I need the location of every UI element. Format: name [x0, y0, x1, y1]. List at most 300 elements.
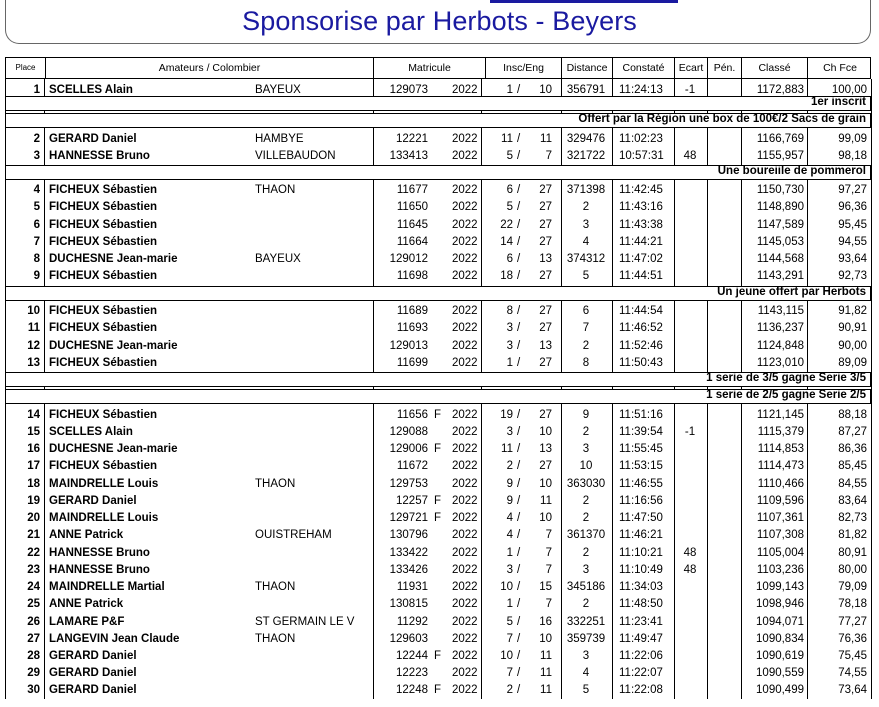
- cell-matricule: 12221: [396, 133, 428, 145]
- cell-matricule: 11677: [396, 184, 428, 196]
- cell-chfce: 74,55: [838, 667, 867, 679]
- table-row: [5, 596, 871, 613]
- cell-ecart: 48: [683, 150, 697, 162]
- cell-year: 2022: [452, 460, 478, 472]
- cell-flag: F: [434, 409, 442, 421]
- cell-ecart: -1: [684, 84, 696, 96]
- cell-year: 2022: [452, 529, 478, 541]
- cell-name: FICHEUX Sébastien: [49, 305, 157, 317]
- cell-time: 11:10:21: [619, 547, 663, 559]
- cell-distance: 2: [582, 547, 590, 559]
- cell-name: DUCHESNE Jean-marie: [49, 443, 178, 455]
- cell-eng: 16: [539, 616, 552, 628]
- cell-name: GERARD Daniel: [49, 133, 137, 145]
- section-banner: [5, 389, 871, 404]
- cell-eng: 10: [539, 633, 552, 645]
- cell-time: 11:44:54: [619, 305, 663, 317]
- cell-matricule: 12223: [396, 667, 428, 679]
- cell-insc: 7: [506, 667, 513, 679]
- cell-eng: 10: [539, 84, 552, 96]
- section-top-rule: [5, 372, 871, 373]
- cell-insc: 18: [500, 270, 513, 282]
- cell-slash: /: [517, 598, 521, 610]
- cell-eng: 7: [545, 150, 552, 162]
- cell-chfce: 90,00: [838, 340, 867, 352]
- section-label: Un jeune offert par Herbots: [717, 286, 866, 298]
- cell-place: 29: [27, 667, 40, 679]
- cell-insc: 11: [501, 443, 513, 455]
- cell-eng: 10: [539, 478, 552, 490]
- cell-time: 11:22:07: [619, 667, 663, 679]
- cell-year: 2022: [452, 616, 478, 628]
- cell-distance: 374312: [566, 253, 606, 265]
- cell-chfce: 89,09: [838, 357, 867, 369]
- cell-year: 2022: [452, 547, 478, 559]
- cell-classe: 1090,499: [756, 684, 804, 696]
- table-row: [5, 441, 871, 458]
- cell-slash: /: [517, 633, 521, 645]
- cell-classe: 1114,473: [757, 460, 804, 472]
- table-row: [5, 665, 871, 682]
- cell-distance: 3: [582, 443, 590, 455]
- header-classe: Classé: [742, 58, 808, 78]
- cell-insc: 19: [500, 409, 513, 421]
- cell-matricule: 11931: [396, 581, 428, 593]
- cell-chfce: 94,55: [838, 236, 867, 248]
- cell-place: 9: [33, 270, 40, 282]
- section-top-rule: [5, 165, 871, 166]
- cell-matricule: 129013: [389, 340, 428, 352]
- cell-time: 11:23:41: [619, 616, 663, 628]
- cell-place: 5: [33, 201, 40, 213]
- cell-distance: 4: [582, 667, 590, 679]
- cell-classe: 1145,053: [756, 236, 804, 248]
- cell-place: 7: [33, 236, 40, 248]
- page-title: Sponsorise par Herbots - Beyers: [242, 6, 637, 36]
- cell-time: 11:47:50: [619, 512, 663, 524]
- cell-distance: 5: [582, 684, 590, 696]
- cell-eng: 27: [539, 201, 552, 213]
- cell-distance: 321722: [566, 150, 606, 162]
- cell-insc: 5: [506, 201, 513, 213]
- cell-classe: 1090,559: [756, 667, 804, 679]
- cell-matricule: 12244: [396, 650, 428, 662]
- cell-eng: 7: [545, 547, 552, 559]
- cell-chfce: 91,82: [838, 305, 867, 317]
- cell-time: 11:50:43: [619, 357, 663, 369]
- cell-slash: /: [517, 184, 521, 196]
- cell-chfce: 93,64: [838, 253, 867, 265]
- cell-place: 12: [27, 340, 40, 352]
- cell-year: 2022: [452, 598, 478, 610]
- cell-slash: /: [517, 529, 521, 541]
- cell-year: 2022: [452, 409, 478, 421]
- cell-year: 2022: [452, 150, 478, 162]
- cell-name: SCELLES Alain: [49, 84, 133, 96]
- cell-name: GERARD Daniel: [49, 650, 137, 662]
- cell-matricule: 133426: [389, 564, 428, 576]
- cell-slash: /: [517, 650, 521, 662]
- cell-classe: 1148,890: [756, 201, 804, 213]
- cell-distance: 3: [582, 650, 590, 662]
- cell-eng: 27: [539, 305, 552, 317]
- cell-place: 26: [27, 616, 40, 628]
- cell-classe: 1143,115: [757, 305, 804, 317]
- cell-classe: 1090,619: [756, 650, 804, 662]
- cell-chfce: 79,09: [838, 581, 867, 593]
- cell-distance: 8: [582, 357, 590, 369]
- table-row: [5, 251, 871, 268]
- cell-ecart: 48: [683, 547, 697, 559]
- cell-flag: F: [434, 684, 442, 696]
- cell-matricule: 12248: [396, 684, 428, 696]
- cell-time: 11:44:51: [619, 270, 663, 282]
- table-row: [5, 458, 871, 475]
- cell-eng: 10: [539, 512, 552, 524]
- cell-chfce: 84,55: [838, 478, 867, 490]
- cell-insc: 1: [506, 547, 513, 559]
- cell-place: 17: [27, 460, 40, 472]
- cell-time: 11:46:55: [619, 478, 663, 490]
- cell-classe: 1099,143: [756, 581, 804, 593]
- cell-time: 11:53:15: [619, 460, 663, 472]
- cell-distance: 356791: [566, 84, 606, 96]
- table-row: [5, 199, 871, 216]
- cell-place: 30: [27, 684, 40, 696]
- cell-time: 11:42:45: [619, 184, 663, 196]
- cell-chfce: 85,45: [838, 460, 867, 472]
- cell-time: 11:22:06: [619, 650, 663, 662]
- cell-insc: 10: [500, 581, 513, 593]
- cell-year: 2022: [452, 495, 478, 507]
- cell-classe: 1147,589: [756, 219, 804, 231]
- cell-distance: 332251: [566, 616, 606, 628]
- cell-year: 2022: [452, 84, 478, 96]
- cell-distance: 359739: [566, 633, 606, 645]
- cell-matricule: 11292: [396, 616, 428, 628]
- cell-year: 2022: [452, 340, 478, 352]
- section-label: Offert par la Région une box de 100€/2 Sacs de grain: [578, 113, 866, 125]
- cell-name: FICHEUX Sébastien: [49, 357, 157, 369]
- table-row: [5, 493, 871, 510]
- cell-chfce: 98,18: [838, 150, 867, 162]
- cell-year: 2022: [452, 305, 478, 317]
- cell-distance: 345186: [566, 581, 606, 593]
- cell-name: FICHEUX Sébastien: [49, 219, 157, 231]
- cell-insc: 22: [500, 219, 513, 231]
- cell-distance: 10: [579, 460, 593, 472]
- cell-year: 2022: [452, 270, 478, 282]
- header-ecart: Ecart: [675, 58, 708, 78]
- cell-insc: 9: [506, 478, 513, 490]
- cell-distance: 371398: [566, 184, 606, 196]
- cell-classe: 1090,834: [756, 633, 804, 645]
- cell-insc: 1: [506, 84, 513, 96]
- table-row: [5, 545, 871, 562]
- cell-classe: 1123,010: [756, 357, 804, 369]
- cell-year: 2022: [452, 581, 478, 593]
- cell-matricule: 129073: [389, 84, 428, 96]
- table-row: [5, 407, 871, 424]
- cell-name: ANNE Patrick: [49, 529, 124, 541]
- cell-classe: 1103,236: [756, 564, 804, 576]
- cell-chfce: 88,18: [838, 409, 867, 421]
- cell-eng: 11: [540, 495, 552, 507]
- cell-slash: /: [517, 443, 521, 455]
- cell-year: 2022: [452, 633, 478, 645]
- cell-year: 2022: [452, 219, 478, 231]
- cell-chfce: 83,64: [838, 495, 867, 507]
- cell-slash: /: [517, 270, 521, 282]
- header-place: Place: [6, 58, 46, 78]
- cell-place: 13: [27, 357, 40, 369]
- header-insc: Insc/Eng: [486, 58, 562, 78]
- cell-slash: /: [517, 684, 521, 696]
- header-pen: Pén.: [708, 58, 742, 78]
- cell-city: OUISTREHAM: [255, 529, 332, 541]
- table-row: [5, 355, 871, 372]
- cell-insc: 2: [506, 460, 513, 472]
- cell-slash: /: [517, 409, 521, 421]
- header-amateur: Amateurs / Colombier: [46, 58, 374, 78]
- cell-eng: 15: [539, 581, 552, 593]
- cell-matricule: 133413: [389, 150, 428, 162]
- section-top-rule: [5, 113, 871, 114]
- cell-eng: 13: [539, 253, 552, 265]
- cell-classe: 1107,308: [756, 529, 804, 541]
- cell-chfce: 73,64: [838, 684, 867, 696]
- section-banner: [5, 165, 871, 180]
- cell-distance: 363030: [566, 478, 606, 490]
- cell-slash: /: [517, 667, 521, 679]
- cell-eng: 11: [540, 684, 552, 696]
- cell-insc: 3: [506, 426, 513, 438]
- cell-eng: 27: [539, 409, 552, 421]
- cell-time: 11:46:52: [619, 322, 663, 334]
- cell-classe: 1155,957: [756, 150, 804, 162]
- cell-slash: /: [517, 616, 521, 628]
- table-row: [5, 562, 871, 579]
- cell-insc: 3: [506, 322, 513, 334]
- cell-eng: 27: [539, 270, 552, 282]
- cell-slash: /: [517, 340, 521, 352]
- cell-classe: 1094,071: [756, 616, 804, 628]
- cell-name: FICHEUX Sébastien: [49, 409, 157, 421]
- cell-chfce: 100,00: [831, 84, 867, 96]
- cell-distance: 3: [582, 564, 590, 576]
- cell-classe: 1107,361: [756, 512, 804, 524]
- cell-place: 4: [33, 184, 40, 196]
- cell-slash: /: [517, 150, 521, 162]
- cell-ecart: 48: [683, 564, 697, 576]
- cell-time: 11:39:54: [619, 426, 663, 438]
- cell-slash: /: [517, 253, 521, 265]
- table-row: [5, 579, 871, 596]
- cell-matricule: 130815: [389, 598, 428, 610]
- cell-eng: 27: [539, 219, 552, 231]
- cell-year: 2022: [452, 201, 478, 213]
- cell-eng: 27: [539, 460, 552, 472]
- cell-ecart: -1: [684, 426, 696, 438]
- cell-place: 19: [27, 495, 40, 507]
- cell-name: MAINDRELLE Martial: [49, 581, 165, 593]
- section-top-rule: [5, 389, 871, 390]
- cell-slash: /: [517, 219, 521, 231]
- cell-time: 11:10:49: [619, 564, 663, 576]
- cell-matricule: 11650: [396, 201, 428, 213]
- cell-flag: F: [434, 495, 442, 507]
- cell-name: GERARD Daniel: [49, 495, 137, 507]
- cell-name: ANNE Patrick: [49, 598, 124, 610]
- cell-place: 3: [33, 150, 40, 162]
- cell-classe: 1114,853: [757, 443, 804, 455]
- cell-chfce: 76,36: [838, 633, 867, 645]
- cell-name: SCELLES Alain: [49, 426, 133, 438]
- cell-insc: 9: [506, 495, 513, 507]
- cell-time: 11:49:47: [619, 633, 663, 645]
- cell-year: 2022: [452, 426, 478, 438]
- table-row: [5, 217, 871, 234]
- cell-year: 2022: [452, 564, 478, 576]
- section-banner: [5, 286, 871, 301]
- cell-chfce: 80,91: [838, 547, 867, 559]
- cell-matricule: 11689: [396, 305, 428, 317]
- header-constate: Constaté: [613, 58, 675, 78]
- table-row: [5, 182, 871, 199]
- cell-chfce: 81,82: [838, 529, 867, 541]
- cell-classe: 1109,596: [756, 495, 804, 507]
- cell-time: 11:02:23: [619, 133, 663, 145]
- cell-classe: 1121,145: [756, 409, 804, 421]
- cell-year: 2022: [452, 443, 478, 455]
- table-row: [5, 614, 871, 631]
- cell-city: THAON: [255, 581, 296, 593]
- cell-matricule: 129088: [389, 426, 428, 438]
- cell-name: DUCHESNE Jean-marie: [49, 340, 178, 352]
- cell-name: DUCHESNE Jean-marie: [49, 253, 178, 265]
- section-banner: [5, 113, 871, 128]
- cell-name: GERARD Daniel: [49, 684, 137, 696]
- cell-eng: 27: [539, 322, 552, 334]
- cell-chfce: 78,18: [838, 598, 867, 610]
- table-row: [5, 682, 871, 699]
- cell-year: 2022: [452, 253, 478, 265]
- cell-name: MAINDRELLE Louis: [49, 478, 159, 490]
- cell-name: FICHEUX Sébastien: [49, 322, 157, 334]
- cell-insc: 11: [501, 133, 513, 145]
- cell-chfce: 97,27: [838, 184, 867, 196]
- cell-insc: 4: [506, 512, 513, 524]
- cell-classe: 1115,379: [757, 426, 804, 438]
- cell-matricule: 11672: [396, 460, 428, 472]
- cell-time: 11:16:56: [619, 495, 663, 507]
- cell-time: 10:57:31: [619, 150, 664, 162]
- cell-place: 21: [27, 529, 40, 541]
- section-top-rule: [5, 286, 871, 287]
- table-row: [5, 320, 871, 337]
- cell-year: 2022: [452, 133, 478, 145]
- cell-name: LANGEVIN Jean Claude: [49, 633, 180, 645]
- cell-distance: 2: [582, 201, 590, 213]
- cell-classe: 1144,568: [756, 253, 804, 265]
- cell-time: 11:34:03: [619, 581, 663, 593]
- cell-insc: 6: [506, 184, 513, 196]
- cell-insc: 5: [506, 616, 513, 628]
- cell-year: 2022: [452, 512, 478, 524]
- cell-matricule: 12257: [396, 495, 428, 507]
- section-label: 1 serie de 3/5 gagne Serie 3/5: [706, 372, 866, 384]
- cell-eng: 27: [539, 357, 552, 369]
- cell-chfce: 86,36: [838, 443, 867, 455]
- cell-city: THAON: [255, 633, 296, 645]
- table-row: [5, 648, 871, 665]
- cell-place: 25: [27, 598, 40, 610]
- cell-year: 2022: [452, 236, 478, 248]
- cell-chfce: 90,91: [838, 322, 867, 334]
- table-row: [5, 268, 871, 285]
- section-label: 1 serie de 2/5 gagne Serie 2/5: [706, 389, 866, 401]
- cell-place: 27: [27, 633, 40, 645]
- cell-classe: 1143,291: [756, 270, 804, 282]
- cell-matricule: 129721: [389, 512, 428, 524]
- cell-matricule: 11656: [396, 409, 428, 421]
- header-distance: Distance: [562, 58, 613, 78]
- cell-city: THAON: [255, 478, 296, 490]
- cell-classe: 1166,769: [756, 133, 804, 145]
- cell-eng: 7: [545, 598, 552, 610]
- cell-time: 11:48:50: [619, 598, 663, 610]
- cell-insc: 10: [500, 650, 513, 662]
- cell-flag: F: [434, 443, 442, 455]
- table-row: [5, 338, 871, 355]
- cell-flag: F: [434, 512, 442, 524]
- cell-classe: 1150,730: [756, 184, 804, 196]
- cell-city: BAYEUX: [255, 253, 301, 265]
- cell-insc: 3: [506, 564, 513, 576]
- cell-distance: 7: [582, 322, 590, 334]
- cell-insc: 2: [506, 684, 513, 696]
- cell-eng: 7: [545, 564, 552, 576]
- section-label: 1er inscrit: [811, 96, 866, 108]
- section-label: Une boureiile de pommerol: [717, 165, 866, 177]
- cell-slash: /: [517, 84, 521, 96]
- cell-chfce: 75,45: [838, 650, 867, 662]
- cell-slash: /: [517, 581, 521, 593]
- cell-matricule: 11645: [396, 219, 428, 231]
- cell-eng: 13: [539, 443, 552, 455]
- cell-chfce: 87,27: [838, 426, 867, 438]
- cell-distance: 2: [582, 512, 590, 524]
- cell-time: 11:44:21: [619, 236, 663, 248]
- cell-city: THAON: [255, 184, 296, 196]
- cell-eng: 11: [540, 650, 552, 662]
- cell-place: 15: [27, 426, 40, 438]
- cell-insc: 1: [506, 357, 513, 369]
- cell-classe: 1110,466: [757, 478, 804, 490]
- table-row: [5, 148, 871, 165]
- cell-chfce: 80,00: [838, 564, 867, 576]
- section-top-rule: [5, 96, 871, 97]
- cell-insc: 6: [506, 253, 513, 265]
- cell-year: 2022: [452, 650, 478, 662]
- cell-slash: /: [517, 460, 521, 472]
- cell-place: 8: [33, 253, 40, 265]
- cell-insc: 14: [500, 236, 513, 248]
- cell-name: FICHEUX Sébastien: [49, 236, 157, 248]
- cell-slash: /: [517, 305, 521, 317]
- cell-city: ST GERMAIN LE V: [255, 616, 355, 628]
- cell-slash: /: [517, 322, 521, 334]
